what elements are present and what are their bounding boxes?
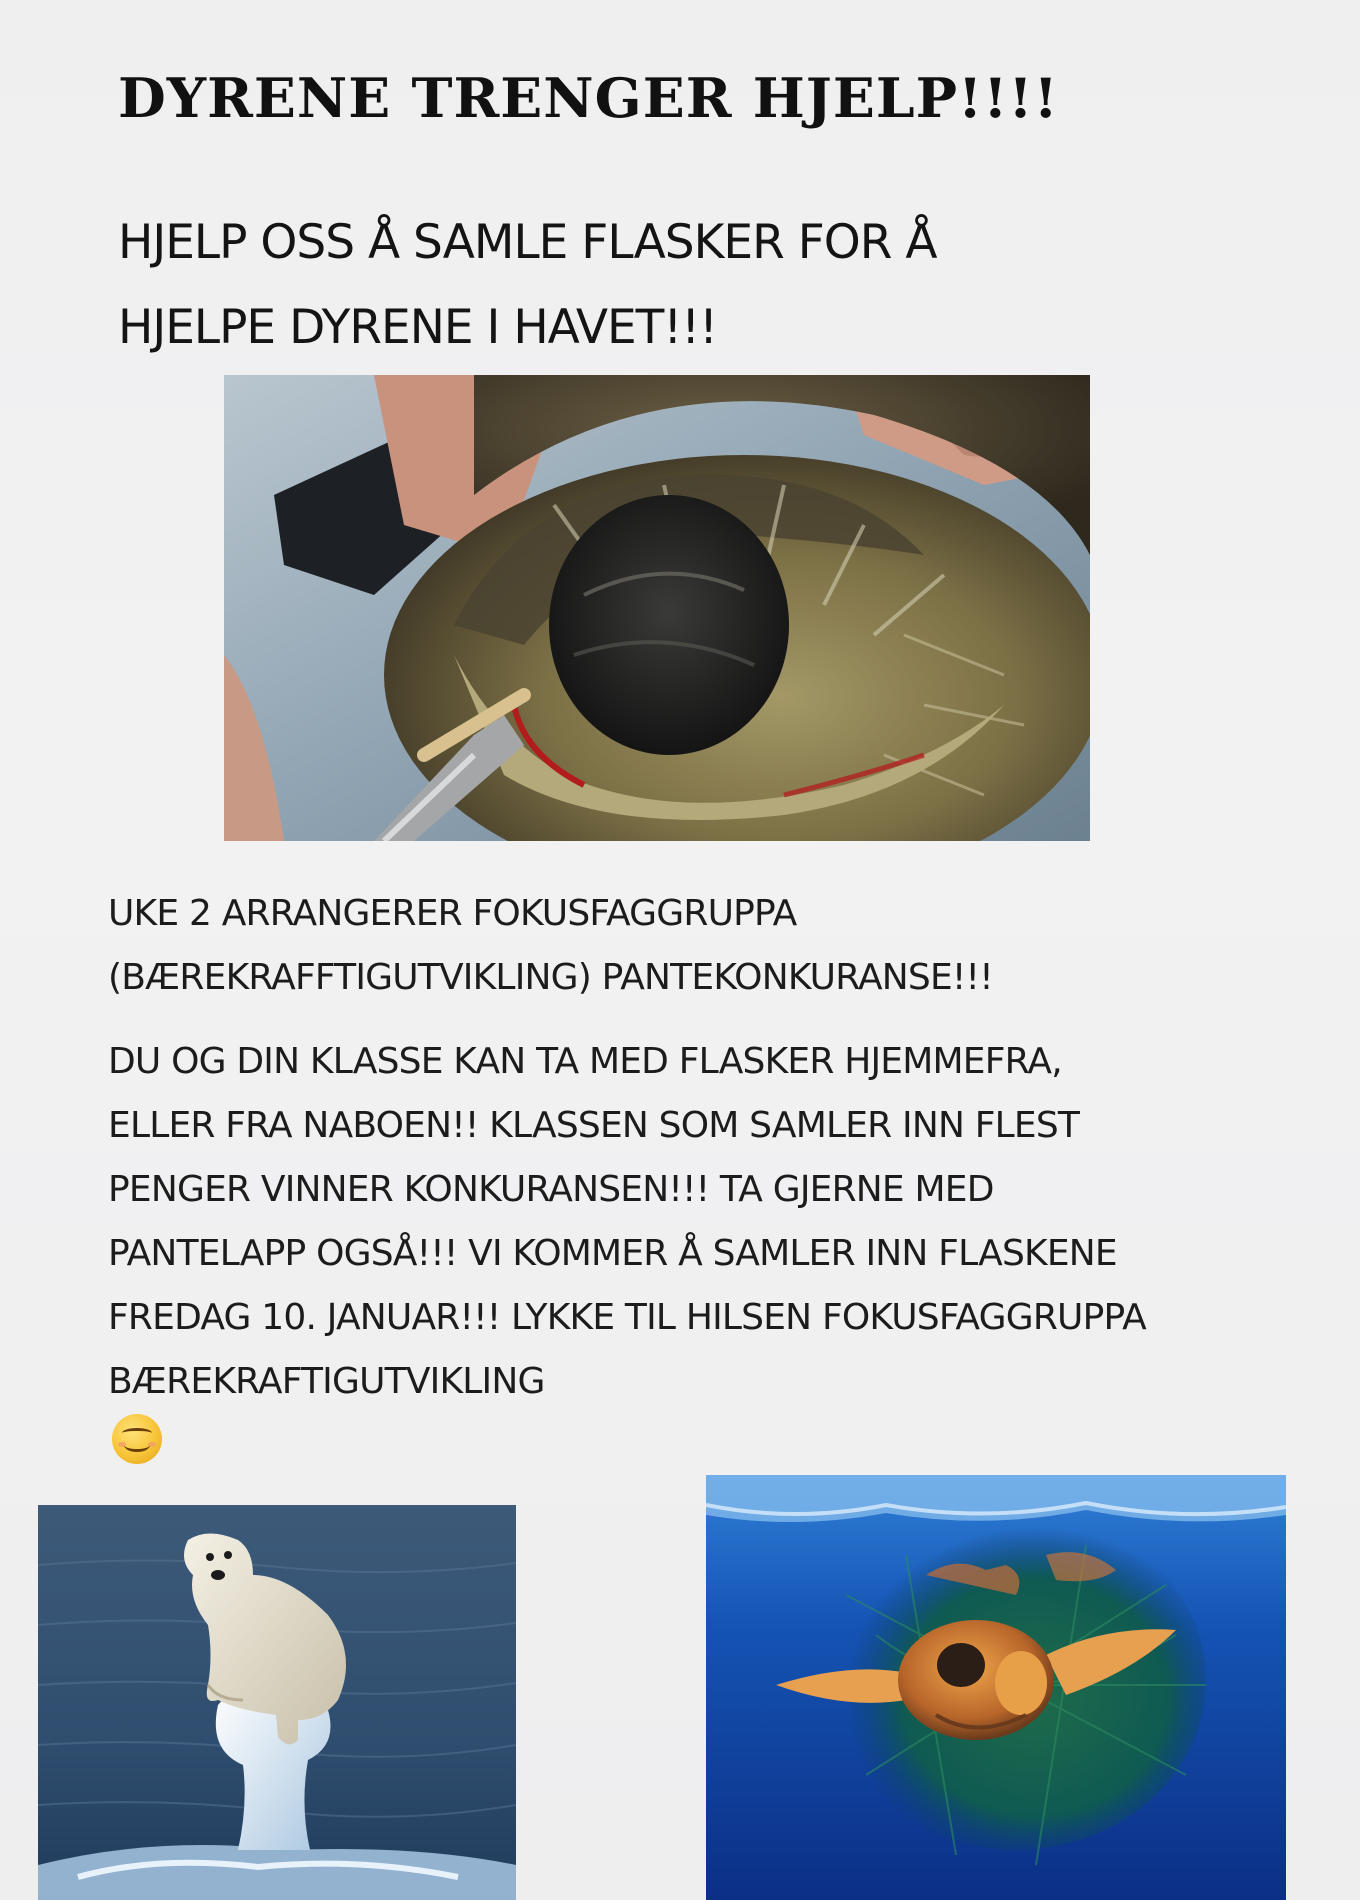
details-line: DU OG DIN KLASSE KAN TA MED FLASKER HJEMMEFRA, — [108, 1041, 1062, 1082]
subheading-line: HJELP OSS Å SAMLE FLASKER FOR Å — [118, 215, 937, 270]
details-line: PENGER VINNER KONKURANSEN!!! TA GJERNE MED — [108, 1169, 994, 1210]
polar-bear-illustration — [38, 1505, 516, 1900]
turtle-straw-photo — [224, 375, 1090, 841]
turtle-net-photo — [706, 1475, 1286, 1900]
details-line-last — [108, 1350, 1258, 1464]
poster-headline: DYRENE TRENGER HJELP!!!! — [118, 66, 1059, 130]
polar-bear-photo — [38, 1505, 516, 1900]
smiling-face-emoji-icon — [112, 1414, 162, 1464]
details-paragraph — [108, 1030, 1258, 1464]
turtle-net-illustration — [706, 1475, 1286, 1900]
details-line-text: BÆREKRAFTIGUTVIKLING — [108, 1361, 545, 1402]
intro-line: (BÆREKRAFFTIGUTVIKLING) PANTEKONKURANSE!!! — [108, 957, 993, 998]
poster-subheading — [118, 200, 1118, 370]
intro-line: UKE 2 ARRANGERER FOKUSFAGGRUPPA — [108, 893, 797, 934]
details-line: ELLER FRA NABOEN!! KLASSEN SOM SAMLER INN FLEST — [108, 1105, 1080, 1146]
intro-paragraph — [108, 882, 1258, 1010]
turtle-straw-illustration — [224, 375, 1090, 841]
details-line: FREDAG 10. JANUAR!!! LYKKE TIL HILSEN FOKUSFAGGRUPPA — [108, 1297, 1146, 1338]
subheading-line: HJELPE DYRENE I HAVET!!! — [118, 300, 717, 355]
details-line: PANTELAPP OGSÅ!!! VI KOMMER Å SAMLER INN FLASKENE — [108, 1233, 1117, 1274]
